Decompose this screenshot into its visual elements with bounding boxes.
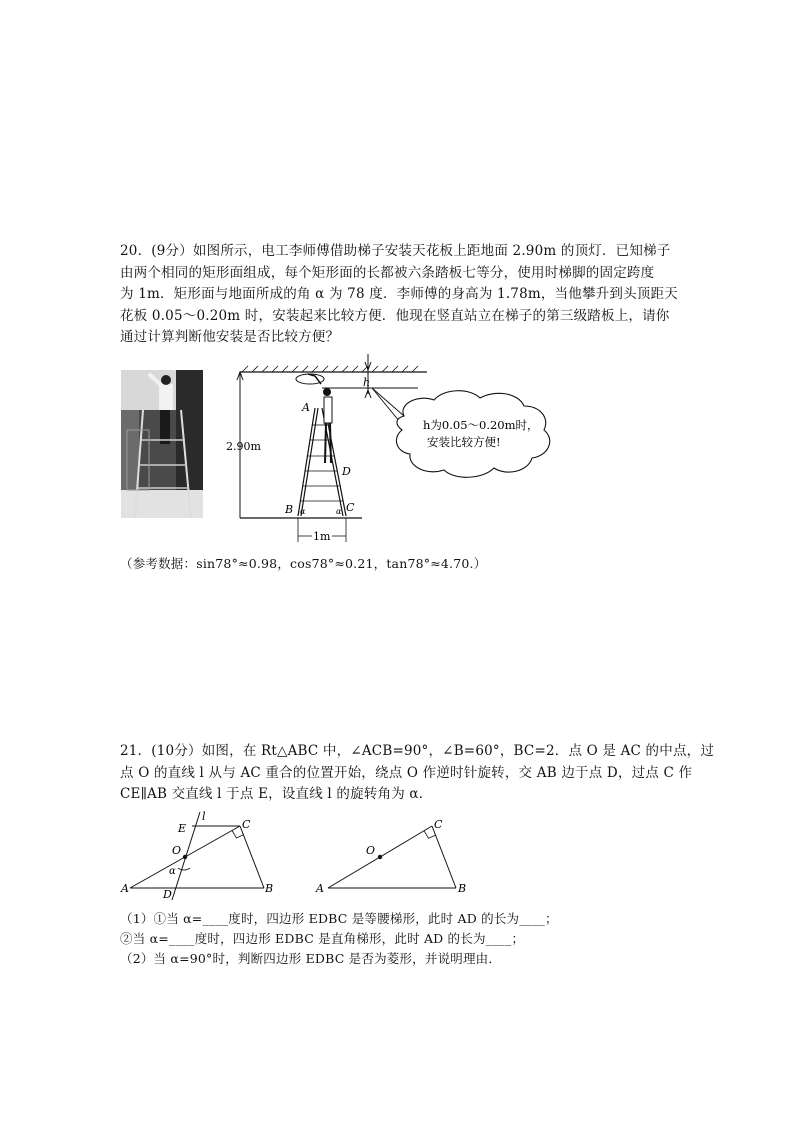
fig1-C-label: C [242, 818, 251, 831]
q20-line: 花板 0.05～0.20m 时，安装起来比较方便．他现在竖直站立在梯子的第三级踏板上，请你 [120, 307, 670, 324]
fig1-l-label: l [202, 810, 206, 823]
bubble-line-1: h为0.05～0.20m时， [423, 418, 539, 432]
fig1-B-label: B [265, 882, 274, 895]
fig1-E-label: E [178, 822, 187, 835]
fig2-B-label: B [458, 882, 467, 895]
q20-line: 20．(9分）如图所示，电工李师傅借助梯子安装天花板上距地面 2.90m 的顶灯．已知梯子 [120, 243, 671, 259]
q21-subquestions [120, 909, 680, 969]
angle-right-label: α [336, 507, 342, 516]
point-A-label: A [302, 401, 310, 414]
q21-sub-line: （2）当 α=90°时，判断四边形 EDBC 是否为菱形，并说明理由． [120, 951, 502, 966]
fig1-alpha-label: α [169, 866, 176, 877]
fig2-C-label: C [434, 818, 443, 831]
angle-left-label: α [300, 507, 306, 516]
fig2-A-label: A [316, 882, 324, 895]
point-D-label: D [342, 465, 351, 478]
point-B-label: B [285, 503, 294, 516]
q21-text [120, 741, 715, 806]
ladder-diagram [222, 350, 582, 546]
h-label: h [363, 376, 371, 389]
point-C-label: C [346, 501, 355, 514]
height-label: 2.90m [226, 440, 261, 453]
fig1-O-label: O [172, 844, 182, 857]
q21-line: 点 O 的直线 l 从与 AC 重合的位置开始，绕点 O 作逆时针旋转，交 AB 边于点 D，过点 C 作 [120, 764, 693, 781]
q21-sub-line: （1）①当 α=____度时，四边形 EDBC 是等腰梯形，此时 AD 的长为____； [120, 911, 558, 926]
reference-data: （参考数据：sin78°≈0.98，cos78°≈0.21，tan78°≈4.70.） [120, 556, 487, 571]
q21-figure-1 [118, 808, 288, 903]
q20-reference [120, 553, 680, 575]
fig1-D-label: D [163, 888, 172, 901]
q21-line: CE∥AB 交直线 l 于点 E，设直线 l 的旋转角为 α． [120, 786, 433, 803]
span-label: 1m [313, 530, 331, 543]
q20-line: 通过计算判断他安装是否比较方便？ [120, 329, 340, 346]
bubble-line-2: 安装比较方便! [427, 435, 501, 449]
q21-sub-line: ②当 α=____度时，四边形 EDBC 是直角梯形，此时 AD 的长为____； [120, 931, 525, 946]
q20-line: 为 1m．矩形面与地面所成的角 α 为 78 度．李师傅的身高为 1.78m，当他攀升到头顶距天 [120, 286, 678, 303]
fig1-A-label: A [121, 882, 129, 895]
q20-line: 由两个相同的矩形面组成，每个矩形面的长都被六条踏板七等分，使用时梯脚的固定跨度 [120, 264, 655, 281]
fig2-O-label: O [366, 844, 376, 857]
q20-text [120, 241, 680, 349]
electrician-photo [121, 370, 203, 518]
q21-line: 21．(10分）如图，在 Rt△ABC 中，∠ACB=90°，∠B=60°，BC=2．点 O 是 AC 的中点，过 [120, 743, 715, 759]
q21-figure-2 [312, 808, 482, 903]
